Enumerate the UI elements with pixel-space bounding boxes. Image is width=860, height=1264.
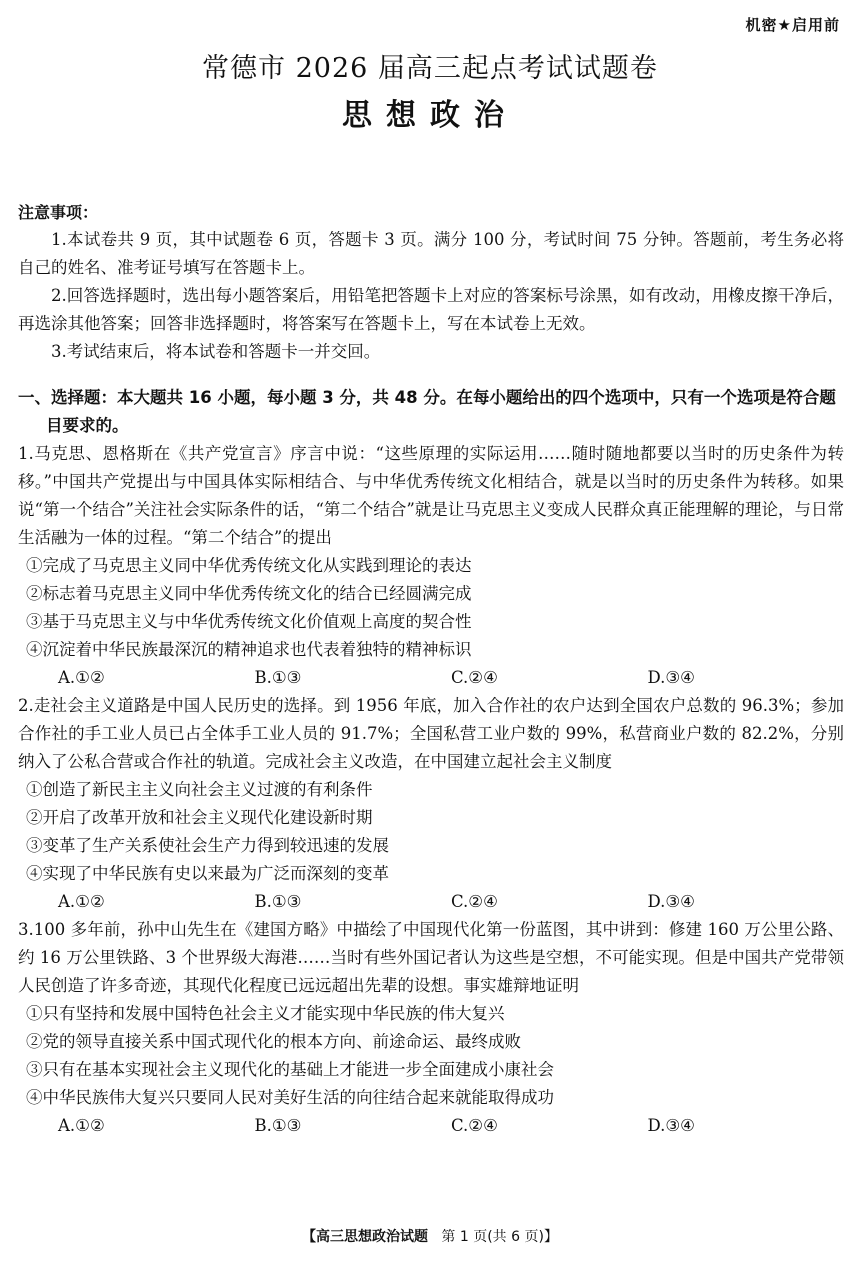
choice-a: A.①② [58, 1116, 105, 1135]
choice-b: B.①③ [254, 1116, 302, 1135]
footer-exam-name: 【高三思想政治试题 [302, 1229, 429, 1245]
question-option: ③基于马克思主义与中华优秀传统文化价值观上高度的契合性 [26, 612, 472, 631]
answer-choices [18, 664, 844, 692]
question-stem: 3.100 多年前，孙中山先生在《建国方略》中描绘了中国现代化第一份蓝图，其中讲到：修建 160 万公里公路、约 16 万公里铁路、3 个世界级大海港……当时有些外国记者认为这些是空想，不可能实现。但是中国共产党带领人民创造了许多奇迹，其现代化程度已远远超出先辈的设想。事实雄辩地证明 [18, 920, 844, 995]
question-option: ①创造了新民主主义向社会主义过渡的有利条件 [26, 780, 373, 799]
question-option: ④沉淀着中华民族最深沉的精神追求也代表着独特的精神标识 [26, 640, 472, 659]
question-option: ②开启了改革开放和社会主义现代化建设新时期 [26, 808, 373, 827]
question-1 [18, 440, 844, 692]
choice-c: C.②④ [451, 1116, 498, 1135]
footer-page-info: 第 1 页(共 6 页)】 [441, 1229, 558, 1245]
choice-d: D.③④ [647, 668, 695, 687]
choice-a: A.①② [58, 668, 105, 687]
choice-a: A.①② [58, 892, 105, 911]
choice-d: D.③④ [647, 1116, 695, 1135]
question-option: ③只有在基本实现社会主义现代化的基础上才能进一步全面建成小康社会 [26, 1060, 554, 1079]
question-option: ④实现了中华民族有史以来最为广泛而深刻的变革 [26, 864, 389, 883]
answer-choices [18, 888, 844, 916]
question-option: ②党的领导直接关系中国式现代化的根本方向、前途命运、最终成败 [26, 1032, 521, 1051]
subject-title: 思想政治 [342, 98, 518, 133]
exam-title: 常德市 2026 届高三起点考试试题卷 [202, 53, 658, 84]
page-footer [0, 1226, 860, 1246]
choice-b: B.①③ [254, 668, 302, 687]
question-3 [18, 916, 844, 1140]
question-option: ①完成了马克思主义同中华优秀传统文化从实践到理论的表达 [26, 556, 472, 575]
secret-mark: 机密★启用前 [745, 16, 840, 34]
question-option: ③变革了生产关系使社会生产力得到较迅速的发展 [26, 836, 389, 855]
choice-b: B.①③ [254, 892, 302, 911]
answer-choices [18, 1112, 844, 1140]
notice-item: 2.回答选择题时，选出每小题答案后，用铅笔把答题卡上对应的答案标号涂黑，如有改动，用橡皮擦干净后，再选涂其他答案；回答非选择题时，将答案写在答题卡上，写在本试卷上无效。 [18, 286, 844, 333]
question-stem: 2.走社会主义道路是中国人民历史的选择。到 1956 年底，加入合作社的农户达到全国农户总数的 96.3%；参加合作社的手工业人员已占全体手工业人员的 91.7%；全国私营工业户数的 99%，私营商业户数的 82.2%，分别纳入了公私合营或合作社的轨道。完成社会主义改造，在中国建立起社会主义制度 [18, 696, 844, 771]
question-option: ①只有坚持和发展中国特色社会主义才能实现中华民族的伟大复兴 [26, 1004, 505, 1023]
question-stem: 1.马克思、恩格斯在《共产党宣言》序言中说：“这些原理的实际运用……随时随地都要以当时的历史条件为转移。”中国共产党提出与中国具体实际相结合、与中华优秀传统文化相结合，就是以当时的历史条件为转移。如果说“第一个结合”关注社会实际条件的话，“第二个结合”就是让马克思主义变成人民群众真正能理解的理论，与日常生活融为一体的过程。“第二个结合”的提出 [18, 444, 844, 547]
page-body [18, 200, 844, 1140]
question-2 [18, 692, 844, 916]
notice-heading: 注意事项： [18, 203, 99, 222]
choice-c: C.②④ [451, 892, 498, 911]
choice-d: D.③④ [647, 892, 695, 911]
question-option: ④中华民族伟大复兴只要同人民对美好生活的向往结合起来就能取得成功 [26, 1088, 554, 1107]
notice-item: 1.本试卷共 9 页，其中试题卷 6 页，答题卡 3 页。满分 100 分，考试时间 75 分钟。答题前，考生务必将自己的姓名、准考证号填写在答题卡上。 [18, 230, 844, 277]
section-title: 一、选择题：本大题共 16 小题，每小题 3 分，共 48 分。在每小题给出的四个选项中，只有一个选项是符合题目要求的。 [18, 388, 836, 435]
choice-c: C.②④ [451, 668, 498, 687]
question-option: ②标志着马克思主义同中华优秀传统文化的结合已经圆满完成 [26, 584, 472, 603]
notice-item: 3.考试结束后，将本试卷和答题卡一并交回。 [51, 342, 381, 361]
